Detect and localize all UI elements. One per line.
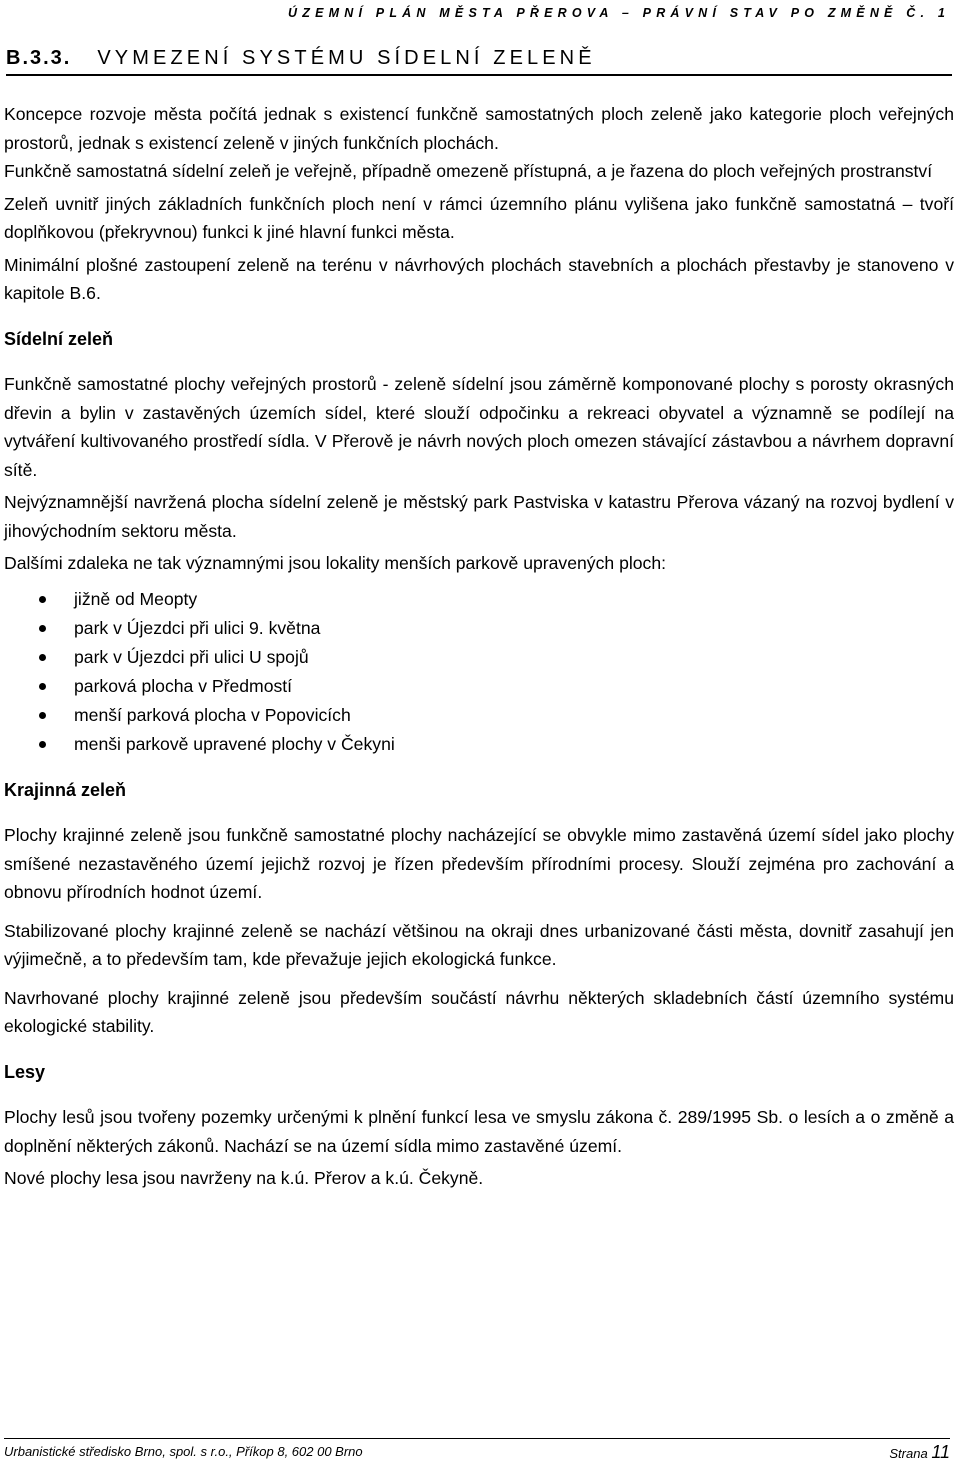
section-title: VYMEZENÍ SYSTÉMU SÍDELNÍ ZELENĚ: [97, 47, 596, 69]
list-item: [4, 585, 954, 614]
list-item-text: menši parkově upravené plochy v Čekyni: [74, 733, 395, 754]
list-item-text: jižně od Meopty: [74, 588, 198, 609]
sidelni-paragraph-3: Dalšími zdaleka ne tak významnými jsou lokality menších parkově upravených ploch:: [4, 553, 667, 573]
bullet-icon: [39, 625, 46, 632]
bullet-icon: [39, 741, 46, 748]
heading-lesy: Lesy: [4, 1061, 46, 1082]
list-item: [4, 730, 954, 759]
lesy-paragraph-2: Nové plochy lesa jsou navrženy na k.ú. Přerov a k.ú. Čekyně.: [4, 1168, 484, 1188]
document-body: [4, 100, 954, 1193]
list-item: [4, 672, 954, 701]
intro-paragraph-1: Koncepce rozvoje města počítá jednak s existencí funkčně samostatných ploch zeleně jako kategorie ploch veřejných prostorů, jednak s existencí zeleně v jiných funkčních plochách.: [4, 104, 954, 153]
list-item-text: park v Újezdci při ulici U spojů: [74, 646, 309, 667]
footer-page-label: Strana: [889, 1446, 928, 1461]
krajinna-paragraph-2: Stabilizované plochy krajinné zeleně se nachází většinou na okraji dnes urbanizované části města, dovnitř zasahují jen výjimečně, a to především tam, kde převažuje jejich ekologická funkce.: [4, 920, 954, 969]
section-number: B.3.3.: [6, 47, 72, 69]
list-item-text: park v Újezdci při ulici 9. května: [74, 617, 321, 638]
lesy-paragraph-1: Plochy lesů jsou tvořeny pozemky určenými k plnění funkcí lesa ve smyslu zákona č. 289/1995 Sb. o lesích a o změně a doplnění některých zákonů. Nachází se na území sídla mimo zastavěné území.: [4, 1107, 954, 1156]
list-item: [4, 614, 954, 643]
bullet-icon: [39, 654, 46, 661]
intro-paragraph-3: Zeleň uvnitř jiných základních funkčních ploch není v rámci územního plánu vylišena jako funkčně samostatná – tvoří doplňkovou (překryvnou) funkci k jiné hlavní funkci města.: [4, 193, 954, 242]
bullet-icon: [39, 596, 46, 603]
krajinna-paragraph-1: Plochy krajinné zeleně jsou funkčně samostatné plochy nacházející se obvykle mimo zastavěná území sídel jako plochy smíšené nezastavěného území jejichž rozvoj je řízen především přírodními procesy. Slouží zejména pro zachování a obnovu přírodních hodnot území.: [4, 825, 954, 902]
list-item-text: parková plocha v Předmostí: [74, 675, 293, 696]
sidelni-paragraph-1: Funkčně samostatné plochy veřejných prostorů - zeleně sídelní jsou záměrně komponované plochy s porosty okrasných dřevin a bylin v zastavěných územích sídel, které slouží odpočinku a rekreaci obyvatel a významně se podílejí na vytváření kultivovaného prostředí sídla. V Přerově je návrh nových ploch omezen stávající zástavbou a návrhem dopravní sítě.: [4, 374, 954, 480]
footer-page: [889, 1443, 950, 1463]
bullet-icon: [39, 683, 46, 690]
intro-paragraph-4: Minimální plošné zastoupení zeleně na terénu v návrhových plochách stavebních a plochách přestavby je stanoveno v kapitole B.6.: [4, 254, 954, 303]
heading-sidelni-zelen: Sídelní zeleň: [4, 328, 114, 349]
running-header: ÚZEMNÍ PLÁN MĚSTA PŘEROVA – PRÁVNÍ STAV PO ZMĚNĚ Č. 1: [288, 6, 950, 20]
footer-page-number: 11: [931, 1442, 950, 1462]
section-heading: [6, 44, 952, 76]
page-footer: [4, 1438, 950, 1463]
park-locations-list: [4, 585, 954, 759]
list-item: [4, 643, 954, 672]
list-item: [4, 701, 954, 730]
sidelni-paragraph-2: Nejvýznamnější navržená plocha sídelní zeleně je městský park Pastviska v katastru Přerova vázaný na rozvoj bydlení v jihovýchodním sektoru města.: [4, 492, 954, 541]
list-item-text: menší parková plocha v Popovicích: [74, 704, 351, 725]
intro-paragraph-2: Funkčně samostatná sídelní zeleň je veřejně, případně omezeně přístupná, a je řazena do ploch veřejných prostranství: [4, 161, 933, 181]
footer-publisher: Urbanistické středisko Brno, spol. s r.o., Příkop 8, 602 00 Brno: [4, 1444, 363, 1459]
bullet-icon: [39, 712, 46, 719]
heading-krajinna-zelen: Krajinná zeleň: [4, 779, 127, 800]
krajinna-paragraph-3: Navrhované plochy krajinné zeleně jsou především součástí návrhu některých skladebních částí územního systému ekologické stability.: [4, 987, 954, 1036]
